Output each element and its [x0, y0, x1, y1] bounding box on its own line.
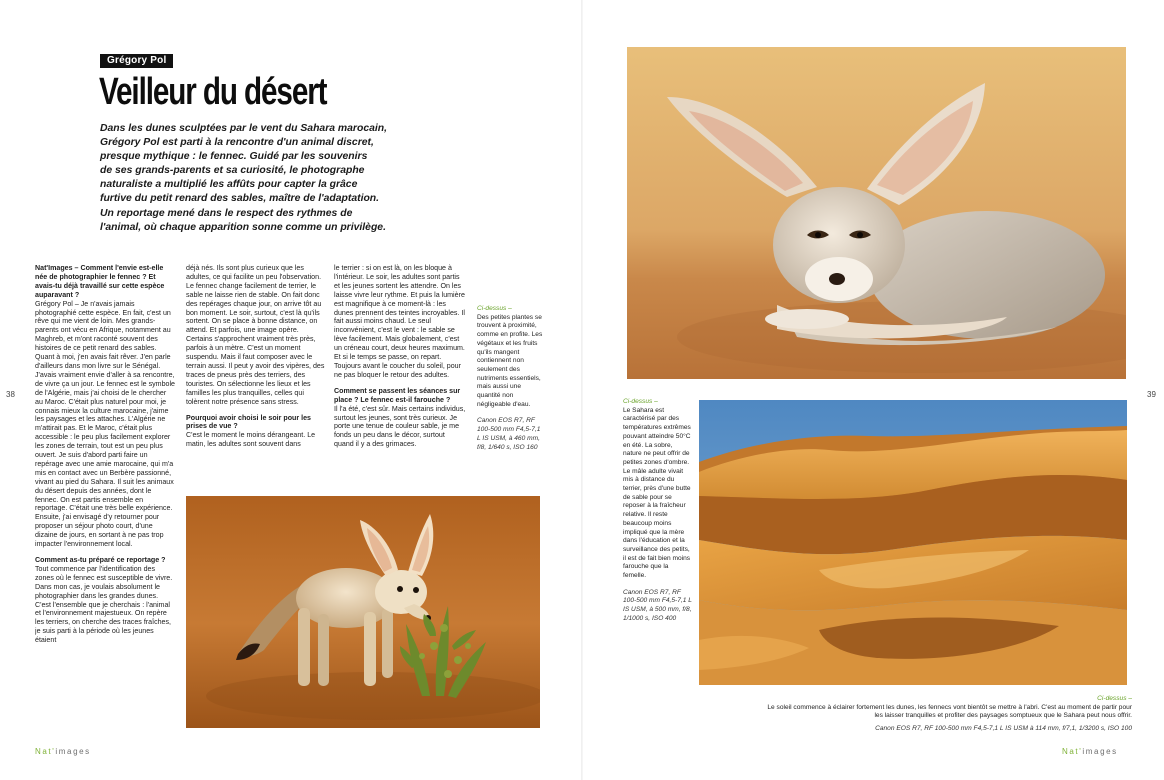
page-number-left: 38	[6, 390, 15, 399]
caption-small-photo	[477, 305, 545, 485]
caption-label: Ci-dessus –	[477, 305, 512, 312]
sahara-dunes-photo	[699, 400, 1127, 685]
interview-answer: Grégory Pol – Je n'avais jamais photographié cette espèce. En fait, c'est un rêve qui me vient de loin. Mes grands-parents ont vécu en Afrique, notamment au Maghreb, et m'ont raconté souvent des histoires de ce petit renard des sables. Quant à moi, j'en avais fait rêver. J'en parle d'ailleurs dans mon livre sur le Sénégal. J'avais vraiment envie d'aller à sa rencontre, de vivre ça un jour. Le fennec est le symbole de l'Algérie, mais j'ai choisi de le chercher au Maroc. C'était plus naturel pour moi, je connais mieux la culture marocaine, j'aime les paysages et les attaches. L'Algérie ne m'attirait pas. Et le Maroc, c'était plus accessible : le peu plus facilement explorer les zones de terrain, tout est un peu plus ouvert. Je suis d'abord parti faire un repérage avec une amie marocaine, qui m'a mis en contact avec un Berbère passionné, vivant au pied du Sahara. Il suit les animaux du désert depuis des années, dont le fennec. On est partis ensemble en reportage. C'était une très belle expérience. Ensuite, j'ai envisagé d'y retourner pour proposer un séjour photo court, d'une dizaine de jours, en sortant à ne pas trop impacter l'environnement local.	[35, 299, 175, 549]
fennec-lying-photo	[627, 47, 1126, 379]
caption-text: Le soleil commence à éclairer fortement les dunes, les fennecs vont bientôt se mettre à l'abri. C'est au moment de partir pour les laisser tranquilles et profiter des paysages somptueux que le Sahara peut nous offrir.	[767, 703, 1132, 720]
footer-brand-rest: images	[55, 747, 91, 756]
fennec-lying-illustration	[627, 47, 1126, 379]
interview-answer: Il l'a été, c'est sûr. Mais certains individus, surtout les jeunes, sont très curieux. Je porte une tenue de couleur sable, je me fonds un peu dans le décor, surtout quand il y a des grimaces.	[334, 404, 466, 449]
caption-dunes-photo	[623, 398, 693, 688]
caption-top-photo	[760, 695, 1132, 743]
interview-question: Nat'Images – Comment l'envie est-elle née de photographier le fennec ? Et avais-tu déjà travaillé sur cette espèce auparavant ?	[35, 264, 165, 299]
page-number-right: 39	[1147, 390, 1156, 399]
footer-brand-left	[35, 747, 91, 756]
caption-text: Le Sahara est caractérisé par des températures extrêmes pouvant atteindre 50°C en été. La sobre, nature ne peut offrir de petites zones d'ombre. Le mâle adulte vivait mis à distance du terrier, près d'une butte de sable pour se reposer à la fraîcheur relative. Il reste beaucoup moins impliqué que la mère dans l'éducation et la surveillance des petits, il est de fait bien moins farouche que la femelle.	[623, 406, 691, 580]
interview-answer: le terrier : si on est là, on les bloque à l'intérieur. Le soir, les adultes sont partis et les jeunes sortent les attendre. On les laisse vivre leur rythme. Et puis la lumière est magnifique à ce moment-là : les dunes prennent des teintes incroyables. Il fait aussi moins chaud. Le seul inconvénient, c'est le vent : le sable se lève facilement. Mais globalement, c'est un créneau court, deux heures maximum. Et si le temps se passe, on repart. Toujours avant le coucher du soleil, pour ne pas bloquer le retour des adultes.	[334, 264, 465, 379]
interview-answer: Tout commence par l'identification des zones où le fennec est susceptible de vivre. Dans mon cas, je voulais absolument le photographier dans les grandes dunes. C'est l'ensemble que je cherchais : l'animal et l'environnement majestueux. On repère les terriers, on cherche des traces fraîches, je suis parti à la période où les jeunes étaient	[35, 564, 173, 645]
footer-brand-accent: Nat'	[35, 747, 56, 756]
footer-brand-right	[1062, 747, 1118, 756]
fennec-eating-illustration	[186, 496, 540, 728]
caption-exif: Canon EOS R7, RF 100-500 mm F4,5-7,1 L IS USM à 114 mm, f/7,1, 1/3200 s, ISO 100	[875, 725, 1132, 733]
caption-exif: Canon EOS R7, RF 100-500 mm F4,5-7,1 L IS USM, à 500 mm, f/8, 1/1000 s, ISO 400	[623, 588, 692, 622]
caption-text: Des petites plantes se trouvent à proximité, comme en profite. Les végétaux et les fruits qu'ils mangent contiennent non seulement des nutriments essentiels, mais aussi une quantité non négligeable d'eau.	[477, 313, 543, 408]
interview-answer: C'est le moment le moins dérangeant. Le matin, les adultes sont souvent dans	[186, 431, 316, 449]
article-lead: Dans les dunes sculptées par le vent du Sahara marocain, Grégory Pol est parti à la rencontre d'un animal discret, presque mythique : le fennec. Guidé par les souvenirs de ses grands-parents et sa curiosité, le photographe naturaliste a multiplié les affûts pour capter la grâce furtive du petit renard des sables, maître de l'adaptation. Un reportage mené dans le respect des rythmes de l'animal, où chaque apparition sonne comme un privilège.	[100, 123, 388, 233]
text-column-1	[35, 264, 175, 726]
caption-label: Ci-dessus –	[623, 398, 658, 405]
footer-brand-rest: images	[1082, 747, 1118, 756]
author-tag: Grégory Pol	[100, 54, 173, 68]
article-title: Veilleur du désert	[99, 71, 327, 113]
caption-exif: Canon EOS R7, RF 100-500 mm F4,5-7,1 L IS USM, à 460 mm, f/8, 1/640 s, ISO 160	[477, 417, 541, 451]
dunes-illustration	[699, 400, 1127, 685]
text-column-2	[186, 264, 326, 486]
fennec-eating-photo	[186, 496, 540, 728]
interview-question: Comment as-tu préparé ce reportage ?	[35, 556, 166, 564]
text-column-3	[334, 264, 466, 486]
caption-label: Ci-dessus –	[1097, 695, 1132, 702]
footer-brand-accent: Nat'	[1062, 747, 1083, 756]
page-gutter	[581, 0, 583, 780]
interview-answer: déjà nés. Ils sont plus curieux que les adultes, ce qui facilite un peu l'observation. Le fennec change facilement de terrier, le sable ne laisse rien de stable. On fait donc des repérages chaque jour, on arrive tôt au bon moment. Le soir, surtout, c'est là qu'ils sortent. On se place à bonne distance, on attend. Et parfois, une image opère. Certains s'approchent vraiment très près, parfois à un mètre. C'est un moment suspendu. Mais il faut composer avec le terrain aussi. Il peut y avoir des vipères, des traces de pneus près des terriers, des touristes. On sélectionne les lieux et les familles les plus tranquilles, celles qui tolèrent notre présence sans stress.	[186, 264, 325, 406]
interview-question: Pourquoi avoir choisi le soir pour les prises de vue ?	[186, 413, 311, 431]
interview-question: Comment se passent les séances sur place ? Le fennec est-il farouche ?	[334, 386, 461, 404]
